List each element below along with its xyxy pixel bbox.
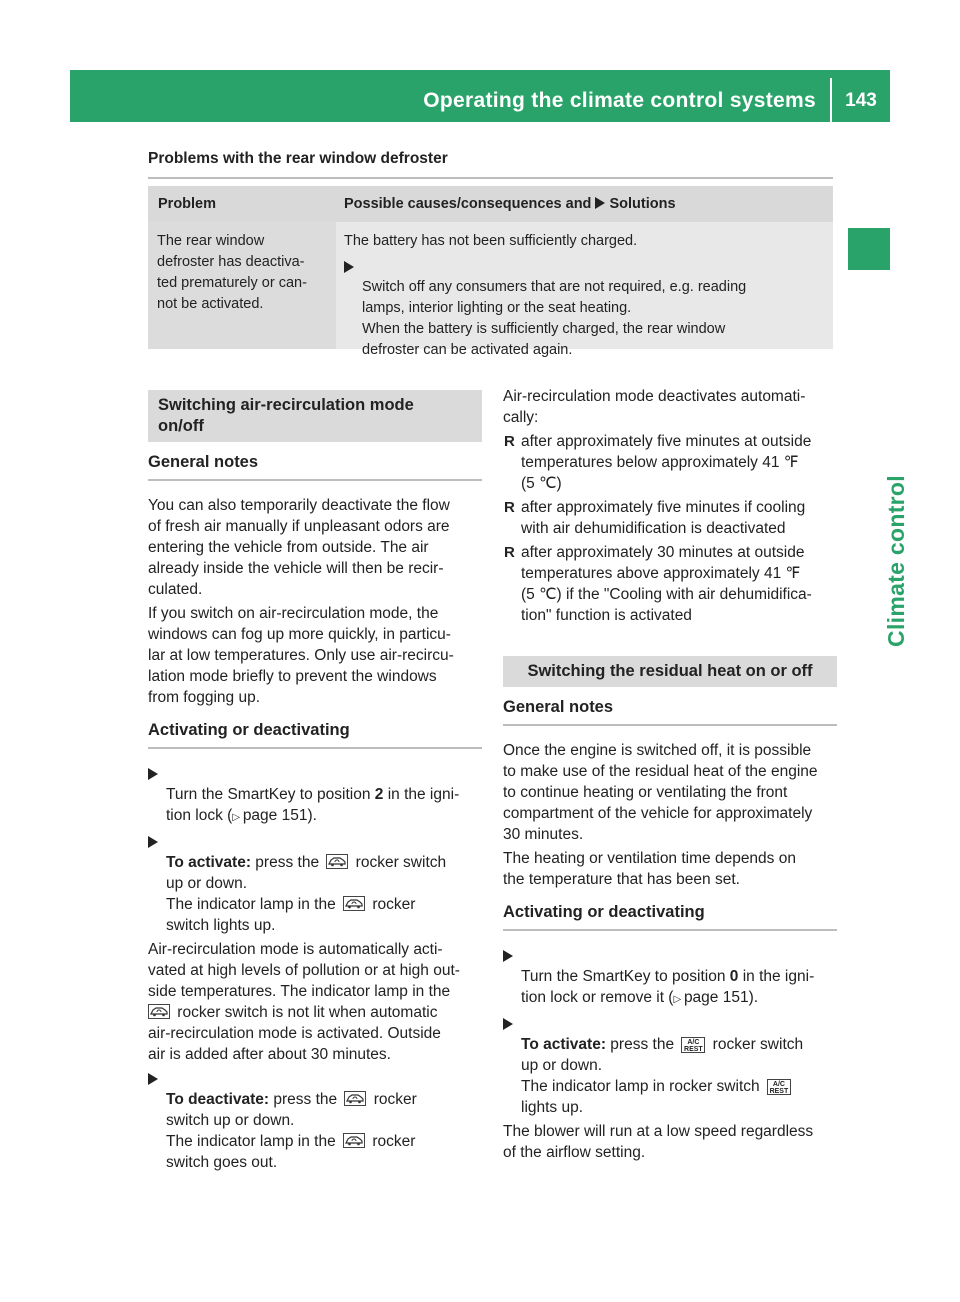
arrow-icon bbox=[503, 1018, 513, 1030]
step-text: press the bbox=[251, 854, 324, 871]
recirc-paragraph-2: If you switch on air-recirculation mode, the windows can fog up more quickly, in particu- lar at low temperatures. Only use air-recircu- lation mode briefly to prevent the windows from fogging up. bbox=[148, 605, 454, 706]
list-item bbox=[503, 542, 837, 626]
residual-paragraph-3: The blower will run at a low speed regardless of the airflow setting. bbox=[503, 1123, 814, 1161]
ac-rest-key-icon bbox=[767, 1079, 791, 1095]
list-item bbox=[503, 497, 837, 539]
ac-rest-key-icon bbox=[681, 1037, 705, 1053]
step-text: rocker switch up or down. The indicator lamp in the bbox=[166, 854, 447, 913]
solutions-label-post: Solutions bbox=[605, 196, 676, 212]
right-column bbox=[503, 386, 837, 1166]
defroster-section-title: Problems with the rear window defroster bbox=[148, 150, 448, 167]
residual-general-heading: General notes bbox=[503, 697, 837, 726]
paragraph-text: rocker switch is not lit when automatic air-recirculation mode is activated. Outside air is added after about 30 minutes. bbox=[148, 1004, 441, 1063]
step-text: rocker switch goes out. bbox=[166, 1133, 416, 1171]
table-header bbox=[148, 186, 833, 222]
page-ref-icon: ▷ bbox=[232, 812, 243, 823]
recirculation-car-icon bbox=[344, 1091, 366, 1106]
step-text: press the bbox=[269, 1091, 342, 1108]
section-rule bbox=[148, 177, 833, 179]
position-value: 0 bbox=[729, 968, 739, 985]
page-reference-link[interactable]: page 151). bbox=[242, 807, 317, 824]
paragraph-text: Air-recirculation mode is automatically acti- vated at high levels of pollution or at high out- side temperatures. The indicator lamp in the bbox=[148, 941, 460, 1000]
recirc-paragraph-3 bbox=[148, 939, 482, 1065]
table-header-solutions bbox=[344, 196, 676, 212]
key-bottom-label: REST bbox=[769, 1088, 789, 1095]
recirc-general-heading: General notes bbox=[148, 452, 482, 481]
step-text: press the bbox=[606, 1036, 679, 1053]
cause-text: The battery has not been sufficiently charged. bbox=[344, 233, 638, 249]
left-column bbox=[148, 390, 482, 1176]
step-label: To activate: bbox=[166, 854, 251, 871]
solution-cell bbox=[344, 231, 824, 361]
recirculation-car-icon bbox=[326, 854, 348, 869]
solution-step-text: Switch off any consumers that are not required, e.g. reading lamps, interior lighting or the seat heating. When the battery is sufficiently charged, the rear window defroster can be activated again. bbox=[362, 279, 747, 358]
step-label: To deactivate: bbox=[166, 1091, 270, 1108]
recirc-step-1 bbox=[148, 763, 482, 828]
table-header-problem: Problem bbox=[158, 196, 217, 212]
arrow-icon bbox=[503, 950, 513, 962]
key-top-label: A/C bbox=[687, 1039, 700, 1046]
arrow-icon bbox=[148, 1073, 158, 1085]
page-number: 143 bbox=[845, 90, 877, 111]
solutions-label-pre: Possible causes/consequences and bbox=[344, 196, 596, 212]
problem-text: The rear window defroster has deactiva- ted prematurely or can- not be activated. bbox=[157, 233, 307, 312]
position-value: 2 bbox=[374, 786, 384, 803]
recirc-step-3 bbox=[148, 1068, 482, 1173]
arrow-icon bbox=[595, 197, 605, 209]
recirc-step-2 bbox=[148, 831, 482, 936]
recirculation-car-icon bbox=[148, 1004, 170, 1019]
list-item-text: after approximately five minutes if cooling with air dehumidification is deactivated bbox=[521, 499, 806, 537]
step-text: rocker switch lights up. bbox=[166, 896, 416, 934]
solution-step bbox=[344, 256, 824, 361]
arrow-icon bbox=[344, 261, 354, 273]
recirc-activating-heading: Activating or deactivating bbox=[148, 720, 482, 749]
step-text: Turn the SmartKey to position bbox=[521, 968, 730, 985]
recirc-paragraph-1: You can also temporarily deactivate the flow of fresh air manually if unpleasant odors are entering the vehicle from outside. The air already inside the vehicle will then be recir- culated. bbox=[148, 497, 450, 598]
residual-section-title: Switching the residual heat on or off bbox=[503, 656, 837, 687]
step-label: To activate: bbox=[521, 1036, 606, 1053]
key-top-label: A/C bbox=[772, 1081, 785, 1088]
step-text: lights up. bbox=[521, 1099, 584, 1116]
step-text: rocker switch up or down. The indicator lamp in rocker switch bbox=[521, 1036, 804, 1095]
list-item-text: after approximately 30 minutes at outside temperatures above approximately 41 ℉ (5 ℃) if the "Cooling with air dehumidifica- tion" function is activated bbox=[521, 544, 812, 624]
side-tab-marker bbox=[848, 228, 890, 270]
list-item bbox=[503, 431, 837, 494]
arrow-icon bbox=[148, 836, 158, 848]
residual-step-2 bbox=[503, 1013, 837, 1118]
step-text: rocker switch up or down. The indicator lamp in the bbox=[166, 1091, 417, 1150]
key-bottom-label: REST bbox=[684, 1046, 703, 1053]
problem-cell bbox=[148, 222, 336, 349]
recirc-section-title: Switching air-recirculation mode on/off bbox=[148, 390, 482, 442]
auto-deactivate-intro: Air-recirculation mode deactivates automati- cally: bbox=[503, 388, 806, 426]
residual-paragraph-2: The heating or ventilation time depends on the temperature that has been set. bbox=[503, 850, 796, 888]
page-ref-icon: ▷ bbox=[673, 994, 684, 1005]
arrow-icon bbox=[148, 768, 158, 780]
bullet-icon: R bbox=[504, 433, 515, 450]
recirculation-car-icon bbox=[343, 896, 365, 911]
side-chapter-label: Climate control bbox=[883, 475, 909, 647]
page-header bbox=[70, 70, 890, 122]
table-row bbox=[148, 222, 833, 358]
step-text: in the igni- tion lock ( bbox=[166, 786, 460, 824]
step-text: Turn the SmartKey to position bbox=[166, 786, 375, 803]
recirculation-car-icon bbox=[343, 1133, 365, 1148]
bullet-icon: R bbox=[504, 544, 515, 561]
residual-step-1 bbox=[503, 945, 837, 1010]
page-reference-link[interactable]: page 151). bbox=[683, 989, 759, 1006]
list-item-text: after approximately five minutes at outside temperatures below approximately 41 ℉ (5 ℃) bbox=[521, 433, 812, 492]
step-text: in the igni- tion lock or remove it ( bbox=[521, 968, 815, 1006]
header-title: Operating the climate control systems bbox=[423, 89, 816, 112]
residual-activating-heading: Activating or deactivating bbox=[503, 902, 837, 931]
residual-paragraph-1: Once the engine is switched off, it is possible to make use of the residual heat of the engine to continue heating or ventilating the front compartment of the vehicle for approximately 30 minutes. bbox=[503, 742, 818, 843]
bullet-icon: R bbox=[504, 499, 515, 516]
